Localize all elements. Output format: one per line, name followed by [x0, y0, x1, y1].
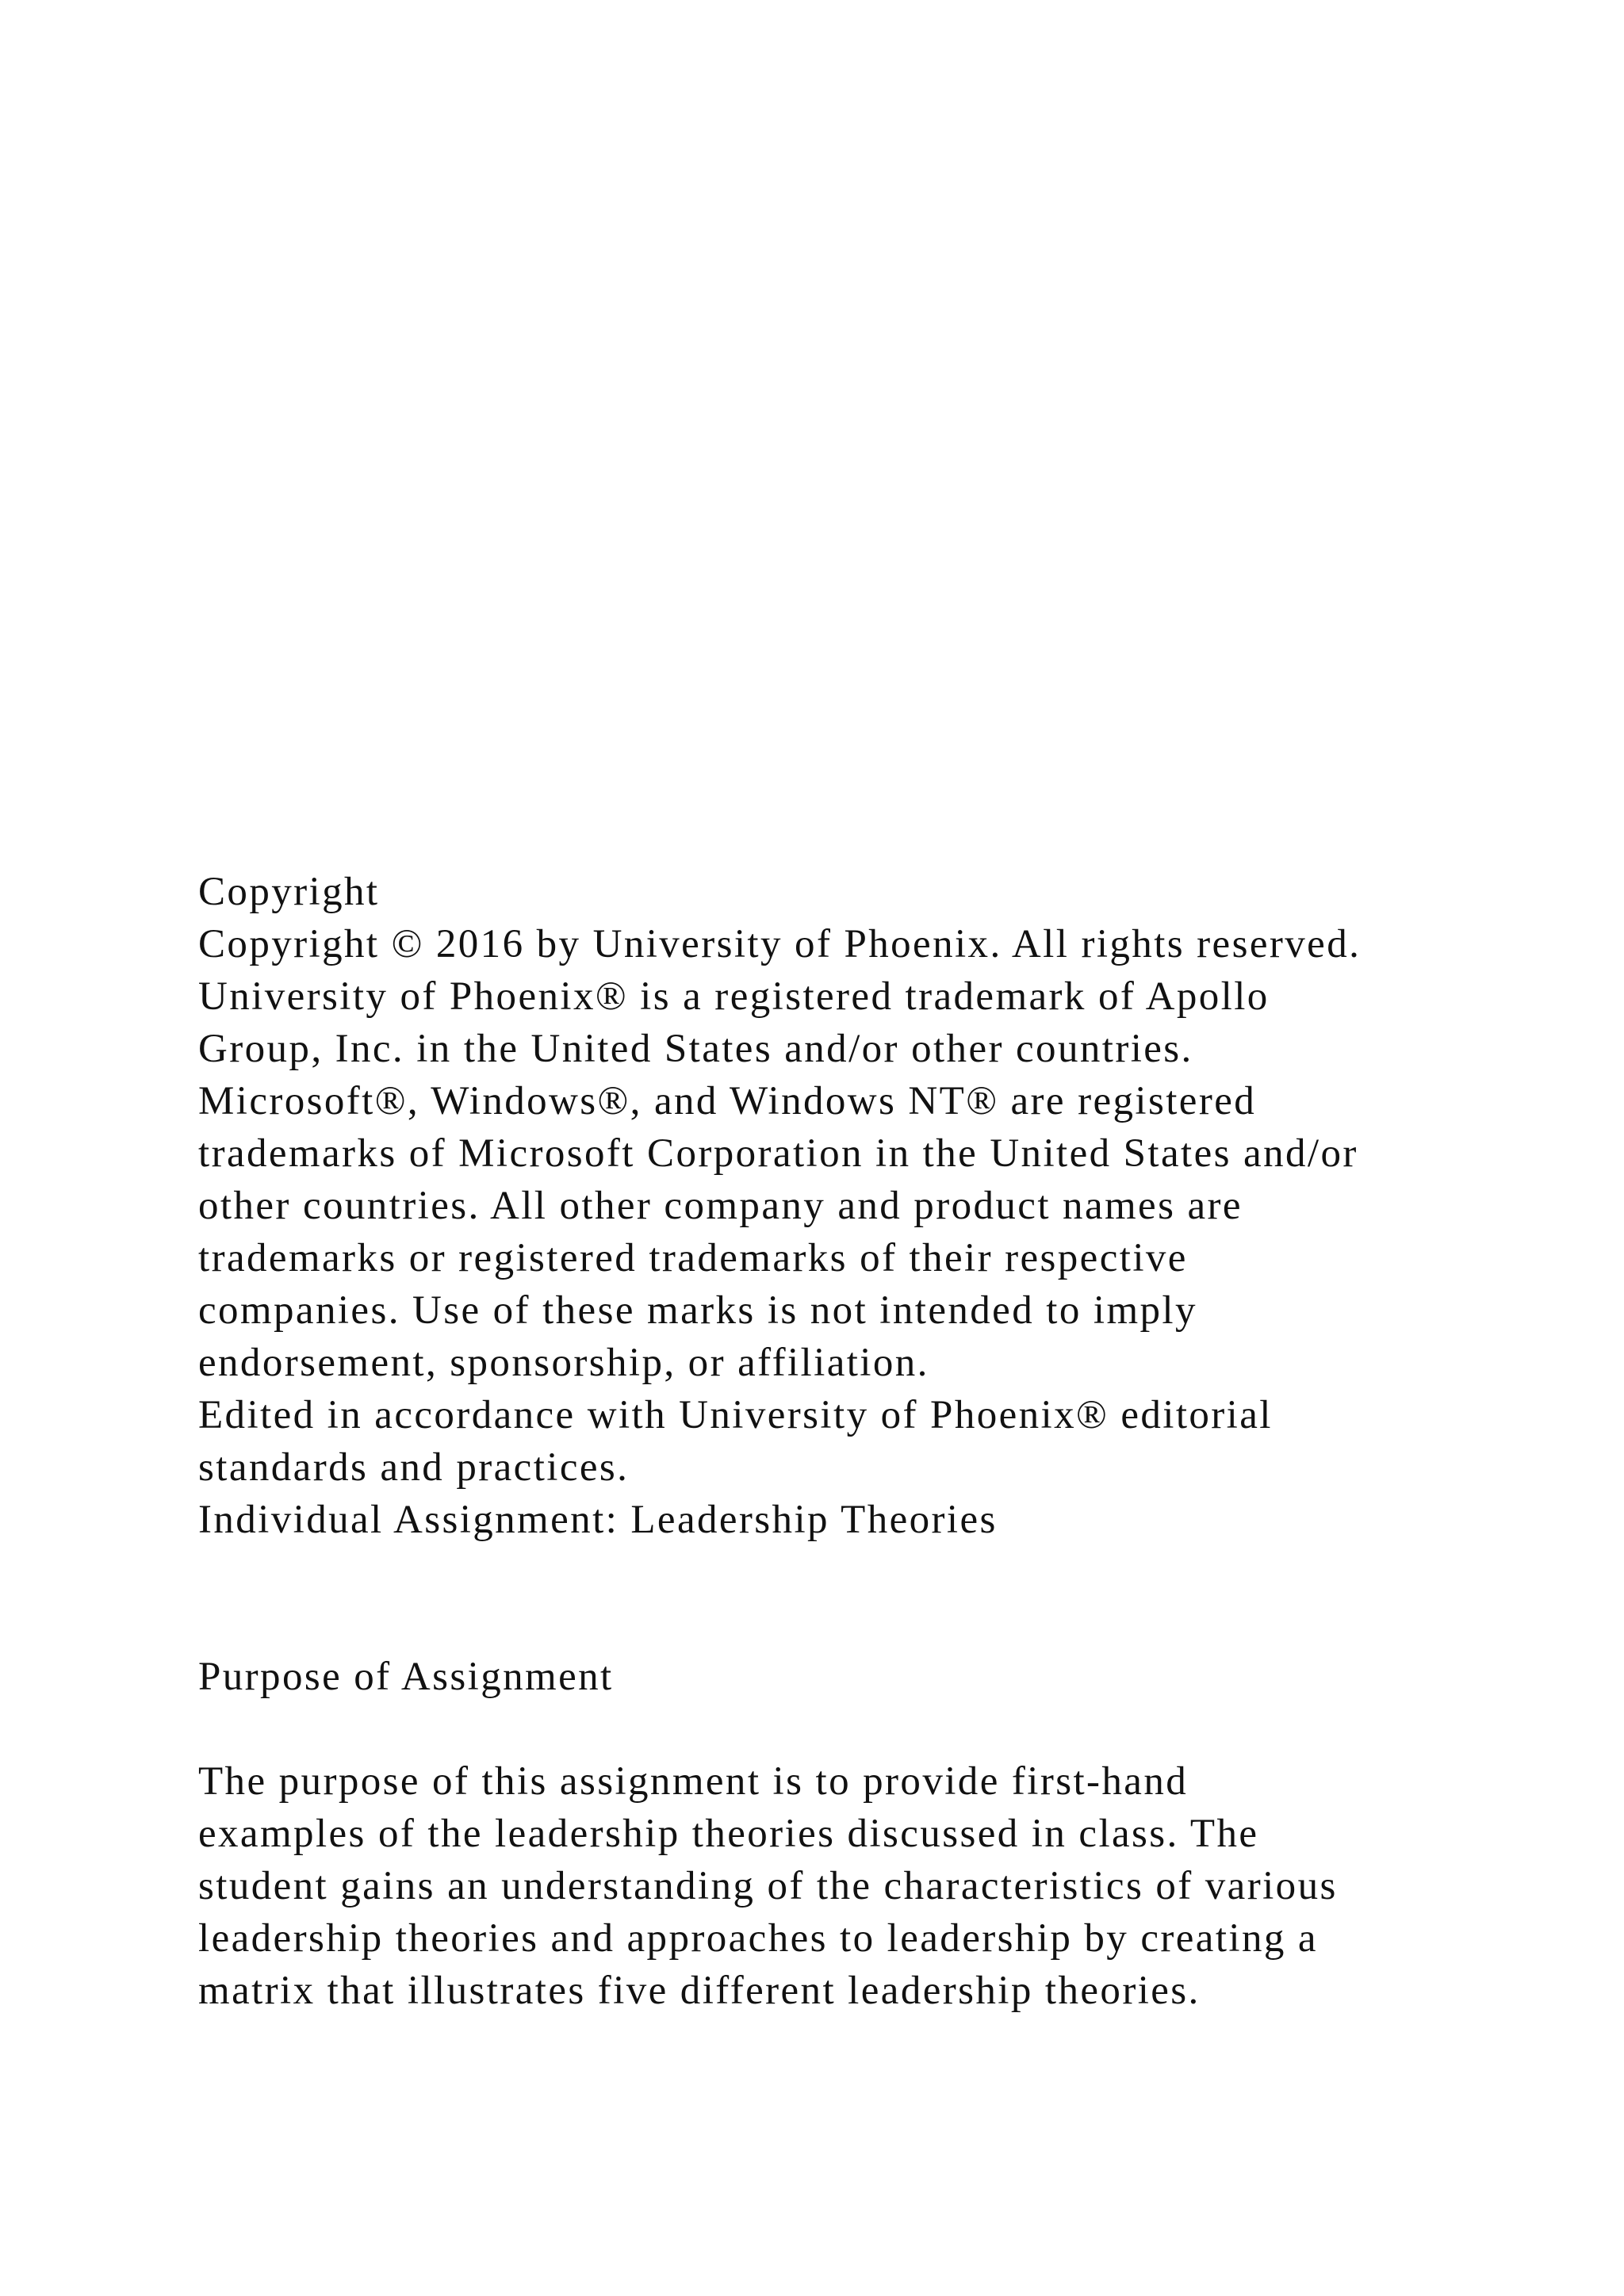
trademark-line: other countries. All other company and product names are	[198, 1184, 1243, 1228]
trademark-line: companies. Use of these marks is not intended to imply	[198, 1288, 1197, 1333]
trademark-line: Microsoft®, Windows®, and Windows NT® are registered	[198, 1079, 1257, 1123]
spacer	[198, 1703, 1546, 1755]
purpose-paragraph-line: leadership theories and approaches to leadership by creating a	[198, 1916, 1318, 1961]
editorial-line: standards and practices.	[198, 1445, 630, 1490]
purpose-paragraph-line: The purpose of this assignment is to provide first-hand	[198, 1759, 1189, 1804]
purpose-paragraph-line: examples of the leadership theories discussed in class. The	[198, 1812, 1259, 1856]
copyright-heading: Copyright	[198, 870, 380, 914]
trademark-line: endorsement, sponsorship, or affiliation.	[198, 1341, 929, 1385]
purpose-paragraph-line: student gains an understanding of the characteristics of various	[198, 1864, 1338, 1908]
purpose-paragraph-line: matrix that illustrates five different leadership theories.	[198, 1969, 1201, 2013]
editorial-line: Edited in accordance with University of Phoenix® editorial	[198, 1393, 1273, 1437]
assignment-title: Individual Assignment: Leadership Theories	[198, 1498, 998, 1542]
spacer	[198, 1546, 1546, 1598]
document-body	[198, 866, 1546, 2017]
copyright-line: Copyright © 2016 by University of Phoenix. All rights reserved.	[198, 922, 1362, 966]
trademark-line: trademarks of Microsoft Corporation in the United States and/or	[198, 1131, 1358, 1176]
section-heading-purpose: Purpose of Assignment	[198, 1655, 614, 1699]
trademark-line: Group, Inc. in the United States and/or other countries.	[198, 1027, 1193, 1071]
spacer	[198, 1598, 1546, 1651]
trademark-line: trademarks or registered trademarks of their respective	[198, 1236, 1188, 1280]
trademark-line: University of Phoenix® is a registered trademark of Apollo	[198, 974, 1270, 1019]
